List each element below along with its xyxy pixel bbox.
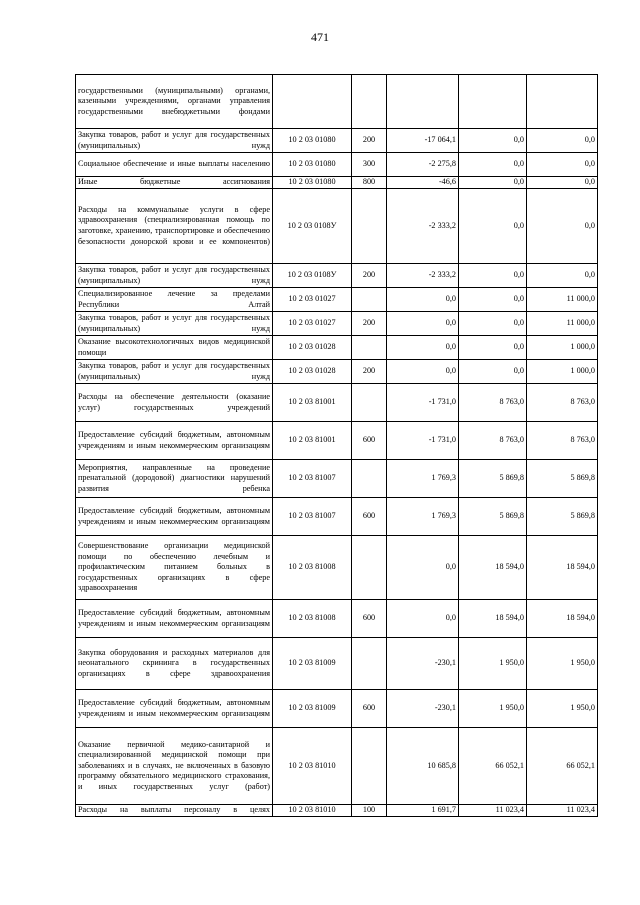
row-code [273,75,352,129]
row-description: Оказание высокотехнологичных видов медицинской помощи [76,336,273,360]
table-row [76,728,598,805]
row-value-3: 66 052,1 [527,728,598,805]
row-value-3: 0,0 [527,177,598,189]
row-value-3: 8 763,0 [527,422,598,460]
table-row [76,264,598,288]
row-description: Расходы на коммунальные услуги в сфере здравоохранения (специализированная помощь по заготовке, хранению, транспортировке и обеспечению безопасности донорской крови и ее компонентов) [76,189,273,264]
row-value-2: 0,0 [459,129,527,153]
row-value-3: 1 000,0 [527,360,598,384]
row-value-1: -46,6 [387,177,459,189]
row-value-2: 0,0 [459,312,527,336]
row-expense-type: 200 [352,129,387,153]
row-value-3: 11 000,0 [527,312,598,336]
page-number: 471 [311,30,329,44]
row-code: 10 2 03 0108У [273,264,352,288]
table-row [76,600,598,638]
row-value-3: 0,0 [527,189,598,264]
row-code: 10 2 03 81008 [273,600,352,638]
row-value-1: 0,0 [387,312,459,336]
row-code: 10 2 03 01028 [273,360,352,384]
row-value-3: 11 023,4 [527,805,598,817]
row-description: Предоставление субсидий бюджетным, автономным учреждениям и иным некоммерческим организациям [76,498,273,536]
row-expense-type: 200 [352,312,387,336]
row-value-2: 0,0 [459,288,527,312]
table-row [76,153,598,177]
row-value-1: 10 685,8 [387,728,459,805]
table-row [76,384,598,422]
row-code: 10 2 03 81007 [273,460,352,498]
row-expense-type: 300 [352,153,387,177]
row-code: 10 2 03 01080 [273,153,352,177]
row-description: Закупка товаров, работ и услуг для государственных (муниципальных) нужд [76,360,273,384]
row-expense-type: 600 [352,422,387,460]
budget-table [75,74,598,817]
row-value-2: 11 023,4 [459,805,527,817]
row-value-2: 18 594,0 [459,600,527,638]
row-value-2: 8 763,0 [459,422,527,460]
row-value-2: 66 052,1 [459,728,527,805]
table-row [76,75,598,129]
row-value-2 [459,75,527,129]
row-value-2: 1 950,0 [459,638,527,690]
table-row [76,805,598,817]
row-value-1: 0,0 [387,536,459,600]
table-row [76,498,598,536]
row-value-1: -2 275,8 [387,153,459,177]
row-value-3: 5 869,8 [527,498,598,536]
row-value-3: 0,0 [527,264,598,288]
row-value-3: 5 869,8 [527,460,598,498]
row-value-2: 5 869,8 [459,460,527,498]
row-value-2: 0,0 [459,264,527,288]
table-row [76,312,598,336]
row-description: Социальное обеспечение и иные выплаты населению [76,153,273,177]
row-code: 10 2 03 81009 [273,690,352,728]
row-value-3: 11 000,0 [527,288,598,312]
row-code: 10 2 03 81010 [273,728,352,805]
row-expense-type [352,75,387,129]
table-row [76,177,598,189]
row-expense-type: 600 [352,600,387,638]
row-expense-type [352,384,387,422]
row-value-2: 0,0 [459,336,527,360]
row-code: 10 2 03 81007 [273,498,352,536]
row-description: Предоставление субсидий бюджетным, автономным учреждениям и иным некоммерческим организациям [76,600,273,638]
row-description: Мероприятия, направленные на проведение пренатальной (дородовой) диагностики нарушений развития ребенка [76,460,273,498]
row-value-2: 0,0 [459,153,527,177]
row-code: 10 2 03 81010 [273,805,352,817]
row-code: 10 2 03 81008 [273,536,352,600]
row-value-1: -230,1 [387,638,459,690]
row-code: 10 2 03 81001 [273,384,352,422]
row-code: 10 2 03 01027 [273,312,352,336]
row-value-1: 1 769,3 [387,498,459,536]
table-row [76,460,598,498]
row-value-3: 18 594,0 [527,600,598,638]
table-row [76,360,598,384]
row-value-2: 5 869,8 [459,498,527,536]
row-description: Расходы на обеспечение деятельности (оказание услуг) государственных учреждений [76,384,273,422]
row-value-1: -1 731,0 [387,422,459,460]
table-row [76,288,598,312]
row-expense-type [352,728,387,805]
row-value-3: 1 950,0 [527,690,598,728]
row-description: Совершенствование организации медицинской помощи по обеспечению лечебным и профилактическим питанием больных в государственных организациях в сфере здравоохранения [76,536,273,600]
table-row [76,189,598,264]
row-expense-type: 800 [352,177,387,189]
row-description: Иные бюджетные ассигнования [76,177,273,189]
row-value-1: -2 333,2 [387,189,459,264]
row-code: 10 2 03 01027 [273,288,352,312]
row-value-1 [387,75,459,129]
row-value-2: 8 763,0 [459,384,527,422]
row-value-3: 8 763,0 [527,384,598,422]
row-value-2: 1 950,0 [459,690,527,728]
row-value-1: 0,0 [387,360,459,384]
row-value-3: 18 594,0 [527,536,598,600]
row-description: Специализированное лечение за пределами Республики Алтай [76,288,273,312]
row-expense-type: 600 [352,690,387,728]
row-expense-type [352,189,387,264]
row-description: Закупка товаров, работ и услуг для государственных (муниципальных) нужд [76,264,273,288]
row-expense-type: 100 [352,805,387,817]
row-expense-type [352,638,387,690]
row-value-1: 1 691,7 [387,805,459,817]
row-value-3 [527,75,598,129]
row-value-1: -230,1 [387,690,459,728]
row-value-2: 0,0 [459,177,527,189]
row-description: Закупка товаров, работ и услуг для государственных (муниципальных) нужд [76,312,273,336]
row-code: 10 2 03 01028 [273,336,352,360]
row-value-2: 0,0 [459,189,527,264]
table-row [76,129,598,153]
row-code: 10 2 03 01080 [273,129,352,153]
row-value-3: 0,0 [527,129,598,153]
table-row [76,422,598,460]
row-description: Предоставление субсидий бюджетным, автономным учреждениям и иным некоммерческим организациям [76,422,273,460]
row-code: 10 2 03 0108У [273,189,352,264]
row-code: 10 2 03 01080 [273,177,352,189]
row-description: Закупка товаров, работ и услуг для государственных (муниципальных) нужд [76,129,273,153]
row-value-1: 0,0 [387,336,459,360]
row-value-1: -17 064,1 [387,129,459,153]
row-description: Оказание первичной медико-санитарной и специализированной медицинской помощи при заболеваниях и в случаях, не включенных в базовую программу обязательного медицинского страхования, и иных государственных услуг (работ) [76,728,273,805]
row-expense-type [352,460,387,498]
row-value-1: 1 769,3 [387,460,459,498]
table-row [76,536,598,600]
row-code: 10 2 03 81009 [273,638,352,690]
row-value-2: 0,0 [459,360,527,384]
row-value-3: 0,0 [527,153,598,177]
row-value-1: 0,0 [387,600,459,638]
table-row [76,336,598,360]
row-description: государственными (муниципальными) органами, казенными учреждениями, органами управления государственными внебюджетными фондами [76,75,273,129]
row-expense-type: 200 [352,360,387,384]
budget-table-body [76,75,598,817]
row-value-3: 1 000,0 [527,336,598,360]
row-code: 10 2 03 81001 [273,422,352,460]
row-expense-type [352,288,387,312]
row-value-2: 18 594,0 [459,536,527,600]
row-description: Расходы на выплаты персоналу в целях [76,805,273,817]
row-expense-type: 600 [352,498,387,536]
row-expense-type [352,336,387,360]
row-value-3: 1 950,0 [527,638,598,690]
row-value-1: -2 333,2 [387,264,459,288]
row-value-1: 0,0 [387,288,459,312]
row-description: Предоставление субсидий бюджетным, автономным учреждениям и иным некоммерческим организациям [76,690,273,728]
row-expense-type: 200 [352,264,387,288]
row-expense-type [352,536,387,600]
row-description: Закупка оборудования и расходных материалов для неонатального скрининга в государственных организациях в сфере здравоохранения [76,638,273,690]
row-value-1: -1 731,0 [387,384,459,422]
table-row [76,638,598,690]
table-row [76,690,598,728]
